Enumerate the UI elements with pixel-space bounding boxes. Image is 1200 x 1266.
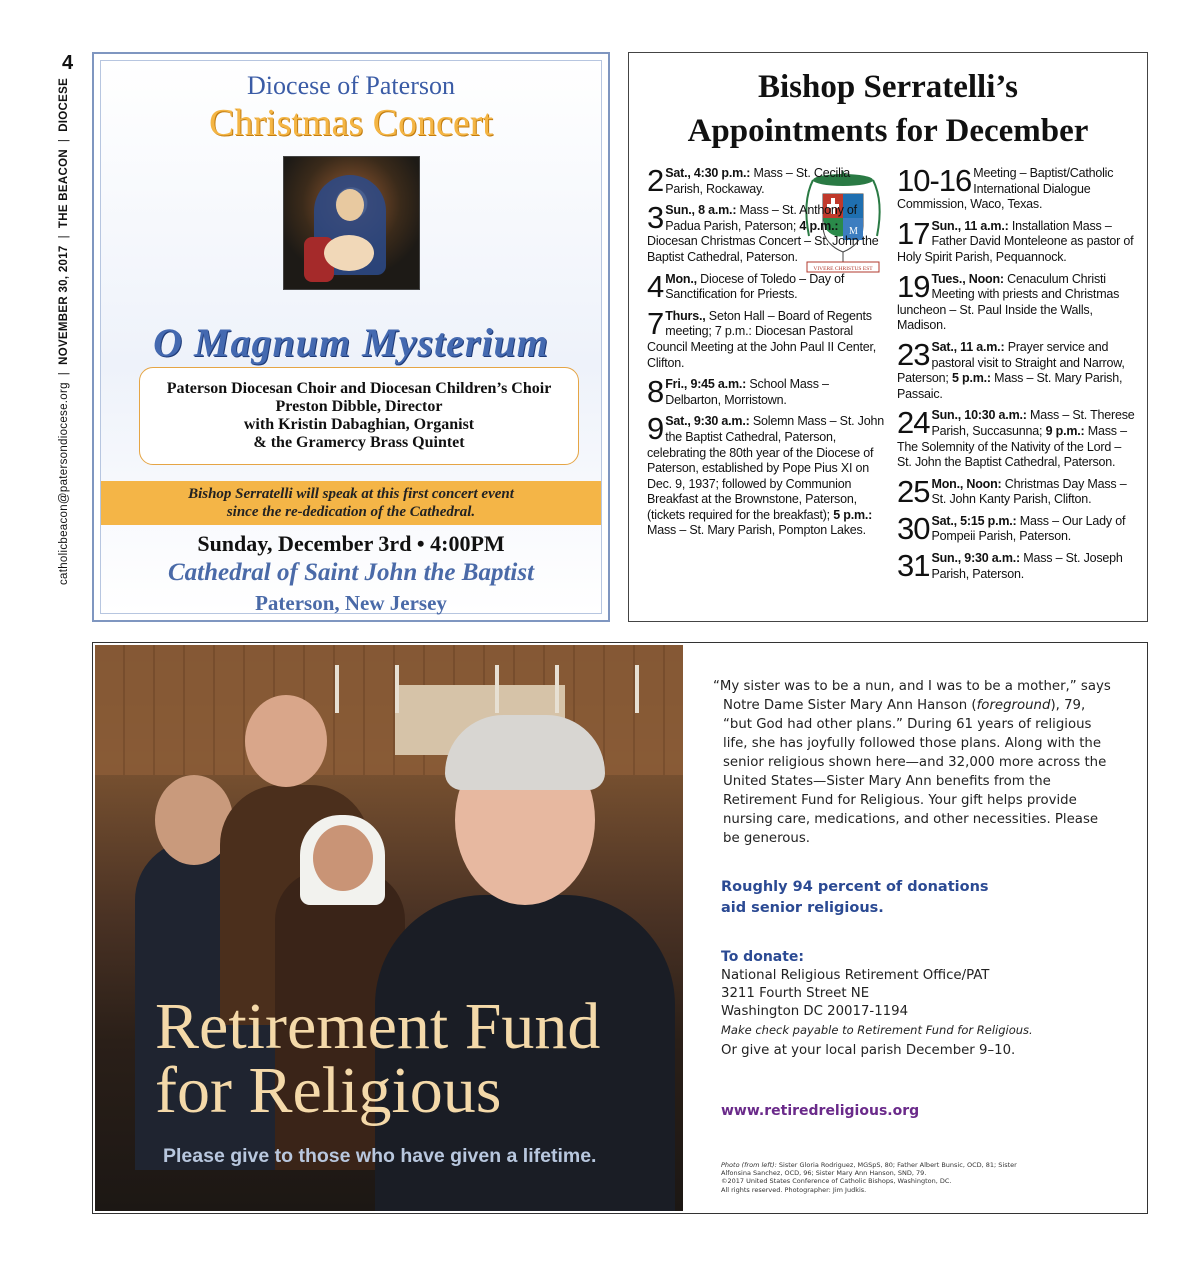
appointment-time: 5 p.m.: [833,507,873,522]
performers-box [139,367,579,465]
appointment-time: Mon., Noon: [931,476,1002,491]
appointment-time: Sat., 5:15 p.m.: [931,513,1017,528]
side-running-head: catholicbeacon@patersondiocese.org | NOVEMBER 30, 2017 | THE BEACON | DIOCESE [58,77,70,585]
photo-candle [335,665,339,713]
appointment-entry [647,411,887,539]
appointment-time: Fri., 9:45 a.m.: [665,377,747,392]
address-line: National Religious Retirement Office/PAT [721,968,990,983]
address-line: Washington DC 20017-1194 [721,1004,909,1019]
appointment-text: Solemn Mass – St. John the Baptist Cathedral, Paterson, celebrating the 80th year of the Diocese of Paterson, established by Pope Pius XI on Dec. 9, 1937; followed by Communion Breakfast at the Brownstone, Paterson, (tickets required for the breakfast); [647,414,884,522]
appointment-text: Installation Mass – Father David Monteleone as pastor of Holy Spirit Parish, Pequannock. [897,218,1134,264]
quote-italic: foreground [976,698,1051,713]
appointment-entry [647,200,887,265]
photo-candle [495,665,499,713]
appointment-time: Sun., 11 a.m.: [931,218,1009,233]
concert-program-title: O Magnum Mysterium [153,320,549,365]
banner-line: since the re-dedication of the Cathedral. [226,504,476,520]
concert-diocese: Diocese of Paterson [247,71,455,100]
banner-line: Bishop Serratelli will speak at this first concert event [188,486,514,502]
retirement-title-line2: for Religious [155,1054,502,1127]
photo-hair [445,715,605,790]
appointment-time: Sun., 10:30 a.m.: [931,408,1027,423]
donate-address [721,967,1033,1039]
appointment-text: Christmas Day Mass – St. John Kanty Parish, Clifton. [931,476,1127,507]
appointment-text: Seton Hall – Board of Regents meeting; 7 p.m.: Diocesan Pastoral Council Meeting at the John Paul II Center, Clifton. [647,308,877,370]
appointment-day: 19 [897,268,930,304]
appointment-entry [647,305,887,371]
donate-heading: To donate: [721,949,805,965]
appointment-day: 9 [647,411,664,447]
performer-line: Paterson Diocesan Choir and Diocesan Children’s Choir [166,380,552,397]
give-local: Or give at your local parish December 9–10. [721,1043,1016,1058]
check-note: Make check payable to Retirement Fund for Religious. [721,1023,1033,1037]
performer-line: & the Gramercy Brass Quintet [253,434,465,451]
photo-credit [721,1161,1021,1194]
appointment-entry [647,374,887,410]
painting-face [336,189,364,221]
appointments-box [628,52,1148,622]
appointment-entry [897,215,1137,266]
credit-text: Sister Gloria Rodriguez, MGSpS, 80; Father Albert Bunsic, OCD, 81; Sister Alfonsina Sanchez, OCD, 96; Sister Mary Ann Hanson, SND, 79. [721,1161,1017,1178]
retirement-quote [713,677,1113,848]
concert-city: Paterson, New Jersey [255,591,447,615]
appointments-title-line1: Bishop Serratelli’s [757,69,1019,105]
svg-text:M: M [849,226,858,237]
appointment-text: Cenaculum Christi Meeting with priests and Christmas luncheon – St. Paul Inside the Walls, Madison. [897,271,1120,333]
copyright: ©2017 United States Conference of Catholic Bishops, Washington, DC. [721,1177,952,1186]
appointment-time: Mon., [665,271,697,286]
concert-date: Sunday, December 3rd • 4:00PM [197,531,505,556]
appointment-text: School Mass – Delbarton, Morristown. [665,377,829,407]
appointment-text: Mass – St. Cecilia Parish, Rockaway. [665,166,850,196]
appointment-day: 25 [897,473,930,509]
performer-line: Preston Dibble, Director [275,398,443,415]
retirement-title-line1: Retirement Fund [155,990,601,1063]
appointment-text: Meeting – Baptist/Catholic International Dialogue Commission, Waco, Texas. [897,166,1114,212]
appointment-time: 9 p.m.: [1045,423,1085,438]
appointment-text: Prayer service and pastoral visit to Straight and Narrow, Paterson; [897,339,1125,386]
appointment-day: 23 [897,336,930,372]
appointments-column-right [897,163,1137,588]
quote-text: “My sister was to be a nun, and I was to be a mother,” says Notre Dame Sister Mary Ann Hanson ( [713,679,1111,713]
appointment-entry [897,405,1137,470]
appointment-day: 4 [647,268,664,304]
page-number: 4 [62,52,74,74]
photo-candle [395,665,399,713]
bishop-banner [101,481,601,525]
appointment-day: 7 [647,305,664,341]
appointment-day: 2 [647,163,664,198]
appointment-text: Mass – St. Joseph Parish, Paterson. [931,551,1123,581]
appointment-time: Thurs., [665,308,706,323]
retirement-tagline: Please give to those who have given a lifetime. [163,1145,597,1167]
photo-candle [635,665,639,713]
appointment-day: 3 [647,200,664,236]
performer-line: with Kristin Dabaghian, Organist [243,416,475,433]
painting-child [324,235,374,271]
appointment-day: 30 [897,510,930,546]
appointment-entry [897,336,1137,402]
concert-title: Christmas Concert [209,102,493,144]
appointment-day: 10-16 [897,163,972,198]
appointment-text: Mass – St. Mary Parish, Passaic. [897,371,1123,401]
donation-stat [721,877,989,919]
appointment-text: Mass – St. Mary Parish, Pompton Lakes. [647,523,866,538]
appointment-time: Sat., 9:30 a.m.: [665,414,750,429]
credit-label: Photo (from left): [721,1161,777,1169]
retirement-title [155,990,601,1127]
photo-head [245,695,327,787]
website-link[interactable]: www.retiredreligious.org [721,1103,920,1119]
appointment-day: 31 [897,548,930,584]
appointment-time: Sun., 9:30 a.m.: [931,551,1020,566]
appointment-text: Diocese of Toledo – Day of Sanctification for Priests. [665,271,845,302]
appointment-entry [897,473,1137,509]
rights: All rights reserved. Photographer: Jim Judkis. [721,1185,867,1194]
appointment-text: Diocesan Christmas Concert – St. John the Baptist Cathedral, Paterson. [647,234,879,264]
concert-place: Cathedral of Saint John the Baptist [167,559,535,586]
appointment-day: 24 [897,405,930,441]
appointments-column-left [647,163,887,545]
appointment-time: Sun., 8 a.m.: [665,203,737,218]
appointment-entry [897,163,1137,213]
appointments-title-line2: Appointments for December [687,113,1089,149]
photo-head [313,825,373,891]
address-line: 3211 Fourth Street NE [721,986,870,1001]
appointment-day: 17 [897,215,930,251]
madonna-painting [283,156,420,290]
side-paper: THE BEACON [58,149,70,229]
appointment-entry [647,163,887,198]
side-date: NOVEMBER 30, 2017 [58,245,70,365]
stat-line: aid senior religious. [721,900,884,916]
concert-ad [92,52,610,622]
side-section: DIOCESE [58,77,70,132]
concert-ad-inner [100,60,602,614]
religious-group-photo [95,645,683,1211]
retirement-fund-ad [92,642,1148,1214]
appointment-text: Mass – The Solemnity of the Nativity of the Lord – St. John the Baptist Cathedral, Paterson. [897,423,1127,470]
appointment-entry [897,268,1137,334]
appointment-text: Mass – Our Lady of Pompeii Parish, Paterson. [931,513,1126,544]
appointment-time: 4 p.m.: [799,218,839,233]
stat-line: Roughly 94 percent of donations [721,879,989,895]
appointment-time: 5 p.m.: [951,371,991,386]
quote-text: ), 79, “but God had other plans.” During 61 years of religious life, she has joyfully followed those plans. Along with the senior religious shown here—and 32,000 more across the United States—Sister Mary Ann benefits from the Retirement Fund for Religious. Your gift helps provide nursing care, medications, and other necessities. Please be generous. [723,698,1107,846]
appointment-entry [897,548,1137,584]
appointment-time: Tues., Noon: [931,271,1004,286]
appointment-entry [897,510,1137,546]
coat-motto: VIVERE CHRISTUS EST [813,266,873,272]
appointment-text: Mass – St. Anthony of Padua Parish, Paterson; [665,203,857,233]
appointment-time: Sat., 4:30 p.m.: [665,166,751,180]
side-site: catholicbeacon@patersondiocese.org [58,382,70,585]
appointment-time: Sat., 11 a.m.: [931,339,1005,354]
appointment-text: Mass – St. Therese Parish, Succasunna; [931,408,1135,438]
photo-candle [555,665,559,713]
appointments-title [629,65,1147,153]
appointment-day: 8 [647,374,664,410]
